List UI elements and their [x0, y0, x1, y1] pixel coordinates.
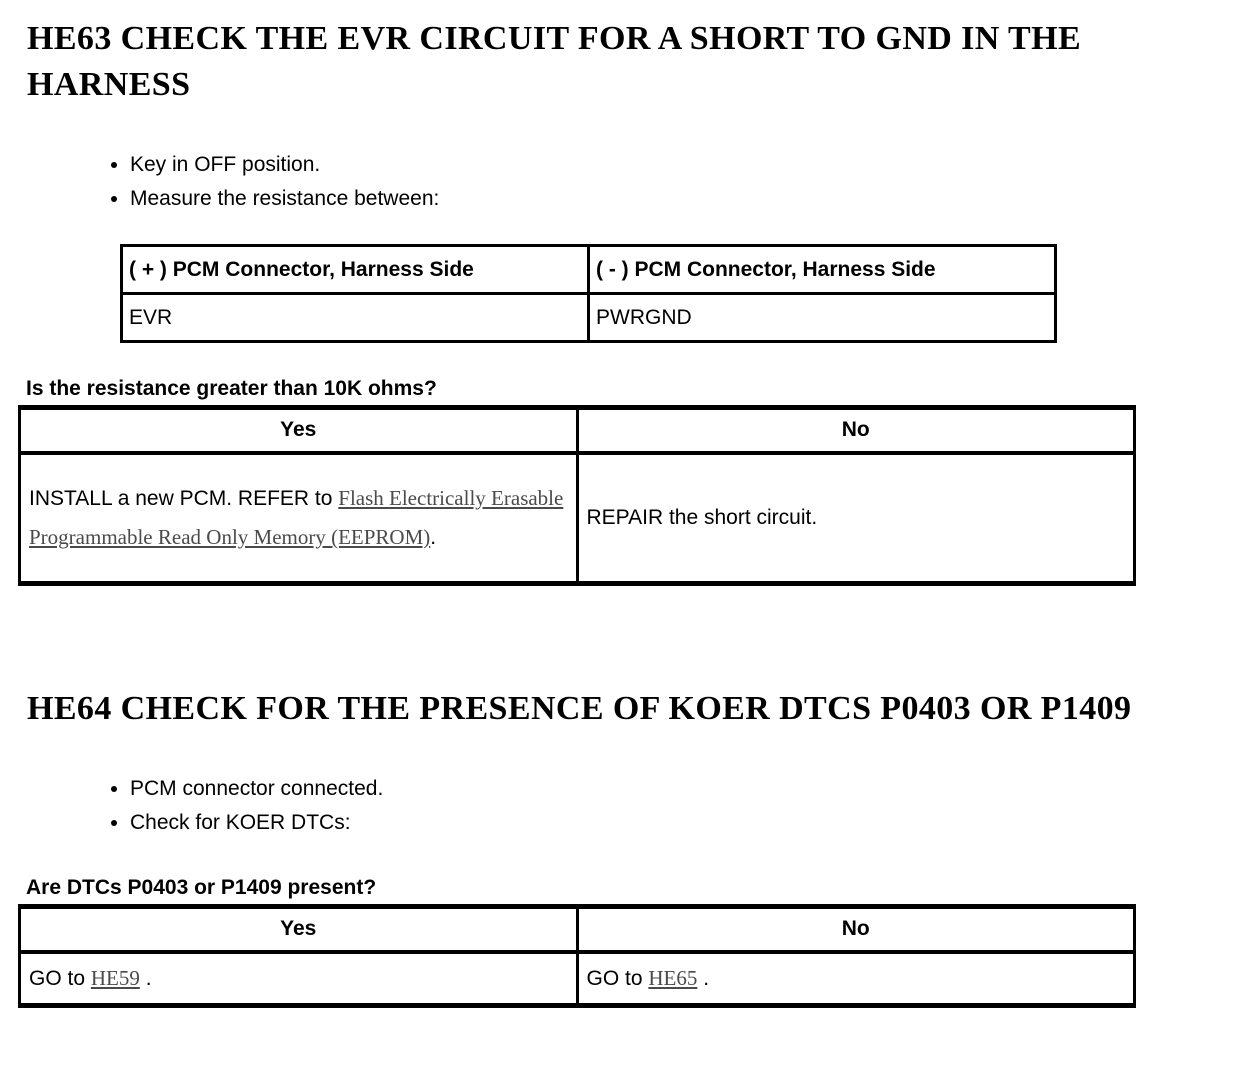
action-text-prefix: GO to — [586, 966, 649, 990]
no-column-header: No — [577, 408, 1135, 453]
he64-question: Are DTCs P0403 or P1409 present? — [26, 876, 377, 899]
column-header-positive: ( + ) PCM Connector, Harness Side — [122, 246, 589, 294]
bullet-item: • Key in OFF position. — [130, 148, 1248, 182]
yes-action-cell — [20, 453, 578, 584]
no-action-cell: REPAIR the short circuit. — [577, 453, 1135, 584]
action-text-suffix: . — [697, 966, 710, 990]
he63-bullet-list — [0, 148, 1248, 216]
table-header-row — [20, 907, 1135, 952]
table-row — [122, 294, 1056, 342]
bullet-item: • Measure the resistance between: — [130, 182, 1248, 216]
yes-action-cell — [20, 952, 578, 1006]
no-action-cell — [577, 952, 1135, 1006]
action-text-prefix: INSTALL a new PCM. REFER to — [29, 486, 339, 510]
action-text-prefix: GO to — [29, 966, 91, 990]
section-he64 — [0, 686, 1248, 1008]
he64-bullet-list — [0, 772, 1248, 840]
action-text-suffix: . — [430, 525, 437, 549]
table-header-row — [20, 408, 1135, 453]
cell-evr: EVR — [122, 294, 589, 342]
table-row — [20, 453, 1135, 584]
he63-question: Is the resistance greater than 10K ohms? — [26, 377, 437, 400]
he64-heading: HE64 CHECK FOR THE PRESENCE OF KOER DTCS P0403 OR P1409 — [27, 690, 1132, 727]
yes-column-header: Yes — [20, 408, 578, 453]
table-row — [20, 952, 1135, 1006]
he63-heading: HE63 CHECK THE EVR CIRCUIT FOR A SHORT TO GND IN THE HARNESS — [27, 20, 1082, 103]
yes-action-text — [29, 487, 563, 549]
yes-column-header: Yes — [20, 907, 578, 952]
he64-result-table — [18, 904, 1136, 1008]
column-header-negative: ( - ) PCM Connector, Harness Side — [589, 246, 1056, 294]
he63-result-table — [18, 405, 1136, 586]
bullet-item: • Check for KOER DTCs: — [130, 806, 1248, 840]
table-header-row — [122, 246, 1056, 294]
he65-step-link[interactable]: HE65 — [648, 965, 698, 990]
no-column-header: No — [577, 907, 1135, 952]
eeprom-procedure-link[interactable]: Flash Electrically Erasable Programmable Read Only Memory (EEPROM) — [29, 485, 564, 549]
pcm-connector-table — [120, 244, 1057, 343]
action-text-suffix: . — [139, 966, 152, 990]
he59-step-link[interactable]: HE59 — [90, 965, 140, 990]
bullet-item: • PCM connector connected. — [130, 772, 1248, 806]
section-he63 — [0, 16, 1248, 586]
cell-pwrgnd: PWRGND — [589, 294, 1056, 342]
